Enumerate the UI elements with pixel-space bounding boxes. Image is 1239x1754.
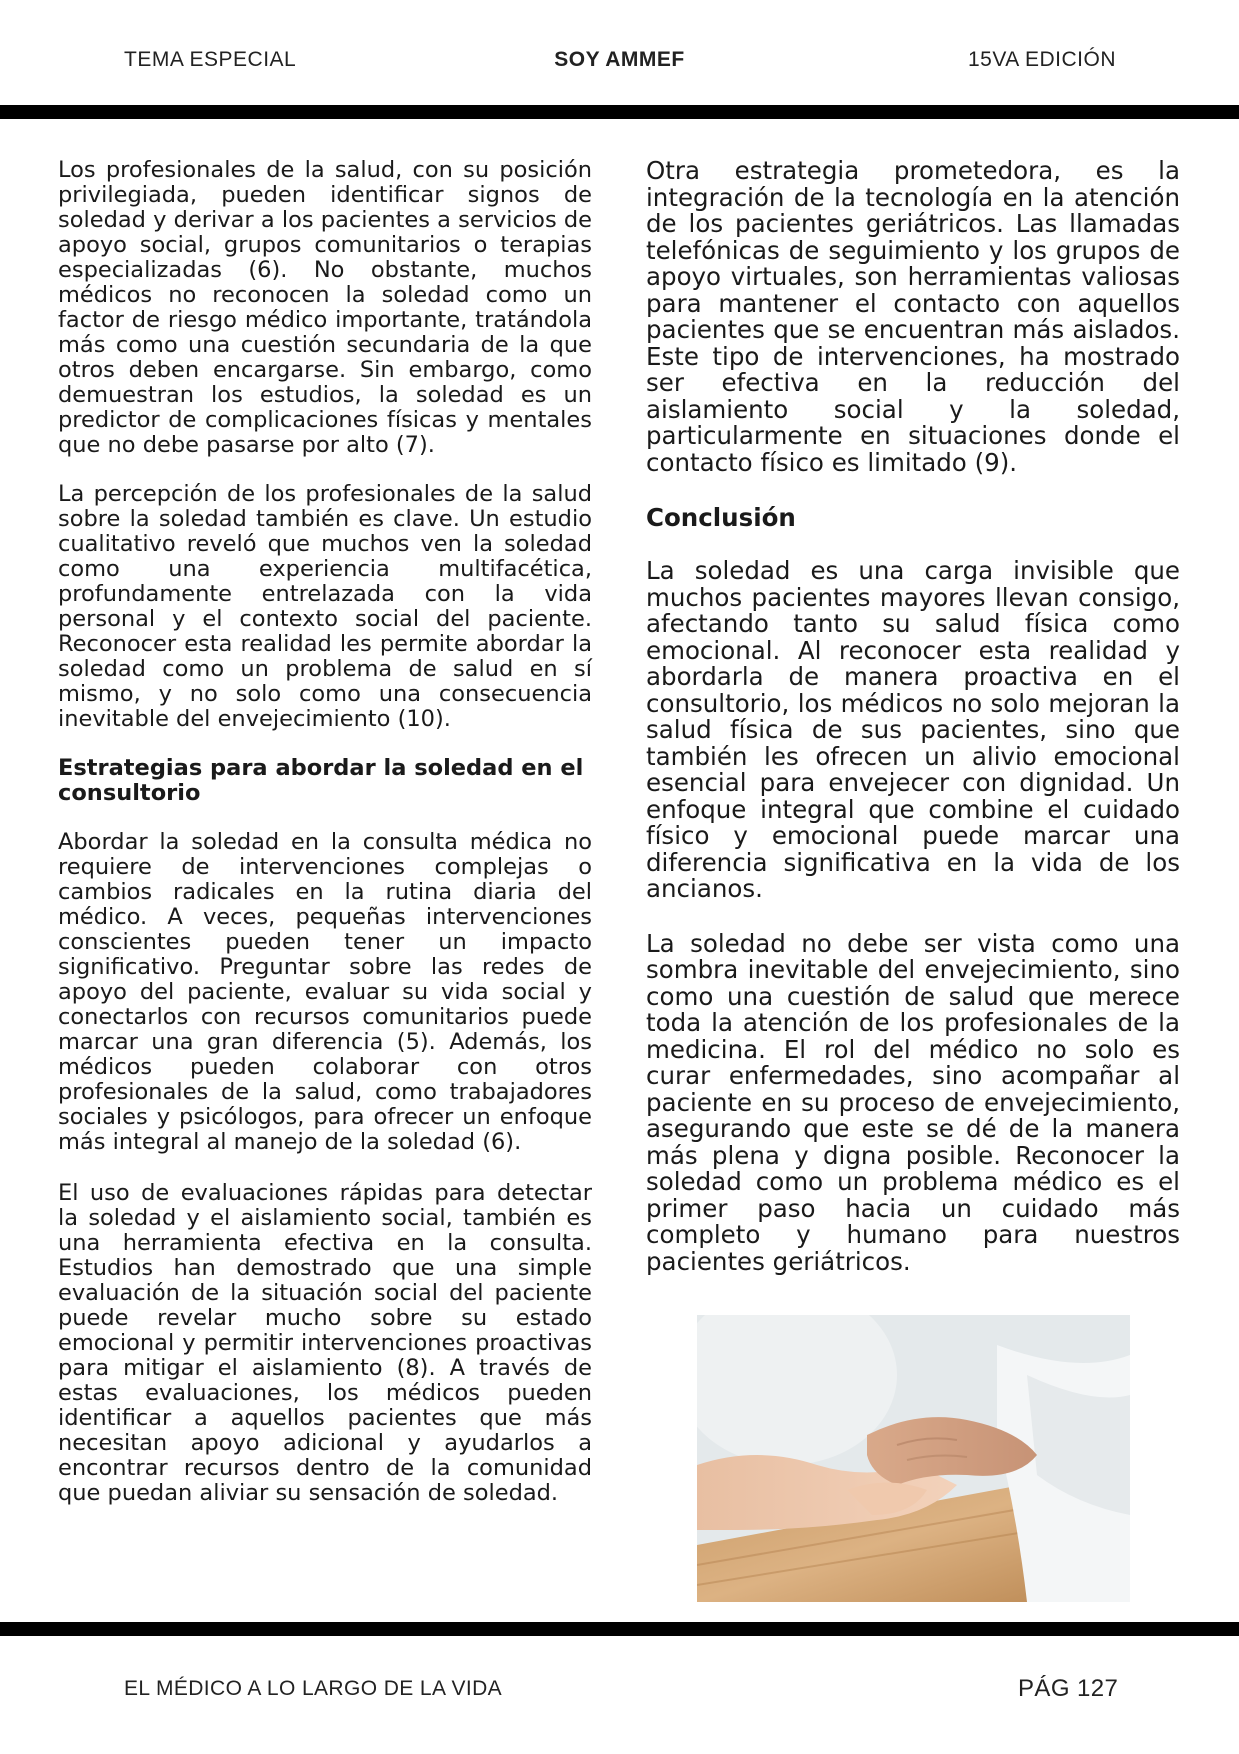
page-header xyxy=(0,0,1239,118)
paragraph: La soledad no debe ser vista como una sombra inevitable del envejecimiento, sino como una cuestión de salud que merece toda la atención de los profesionales de la medicina. El rol del médico no solo es curar enfermedades, sino acompañar al paciente en su proceso de envejecimiento, asegurando que este se dé de la manera más plena y digna posible. Reconocer la soledad como un problema médico es el primer paso hacia un cuidado más completo y humano para nuestros pacientes geriátricos. xyxy=(646,928,1180,1276)
section-heading-strategies: Estrategias para abordar la soledad en el consultorio xyxy=(58,755,584,806)
footer-rule xyxy=(0,1622,1239,1636)
paragraph: Otra estrategia prometedora, es la integración de la tecnología en la atención de los pacientes geriátricos. Las llamadas telefónicas de seguimiento y los grupos de apoyo virtuales, son herramientas valiosas para mantener el contacto con aquellos pacientes que se encuentran más aislados. Este tipo de intervenciones, ha mostrado ser efectiva en la reducción del aislamiento social y la soledad, particularmente en situaciones donde el contacto físico es limitado (9). xyxy=(646,156,1180,477)
header-magazine-title: SOY AMMEF xyxy=(554,48,685,71)
right-column xyxy=(646,158,1180,1303)
holding-hands-illustration xyxy=(697,1315,1130,1602)
header-edition: 15VA EDICIÓN xyxy=(968,48,1116,71)
footer-section-title: EL MÉDICO A LO LARGO DE LA VIDA xyxy=(124,1677,503,1700)
header-rule xyxy=(0,105,1239,119)
section-heading-conclusion: Conclusión xyxy=(646,503,796,532)
holding-hands-photo xyxy=(697,1315,1130,1602)
paragraph: Abordar la soledad en la consulta médica no requiere de intervenciones complejas o cambios radicales en la rutina diaria del médico. A veces, pequeñas intervenciones conscientes pueden tener un impacto significativo. Preguntar sobre las redes de apoyo del paciente, evaluar su vida social y conectarlos con recursos comunitarios puede marcar una gran diferencia (5). Además, los médicos pueden colaborar con otros profesionales de la salud, como trabajadores sociales y psicólogos, para ofrecer un enfoque más integral al manejo de la soledad (6). xyxy=(58,829,592,1155)
page-number: PÁG 127 xyxy=(1018,1675,1119,1702)
header-section-label: TEMA ESPECIAL xyxy=(124,48,297,71)
paragraph: Los profesionales de la salud, con su posición privilegiada, pueden identificar signos de soledad y derivar a los pacientes a servicios de apoyo social, grupos comunitarios o terapias especializadas (6). No obstante, muchos médicos no reconocen la soledad como un factor de riesgo médico importante, tratándola más como una cuestión secundaria de la que otros deben encargarse. Sin embargo, como demuestran los estudios, la soledad es un predictor de complicaciones físicas y mentales que no debe pasarse por alto (7). xyxy=(58,157,592,458)
paragraph: La soledad es una carga invisible que muchos pacientes mayores llevan consigo, afectando tanto su salud física como emocional. Al reconocer esta realidad y abordarla de manera proactiva en el consultorio, los médicos no solo mejoran la salud física de sus pacientes, sino que también les ofrecen un alivio emocional esencial para envejecer con dignidad. Un enfoque integral que combine el cuidado físico y emocional puede marcar una diferencia significativa en la vida de los ancianos. xyxy=(646,556,1180,903)
left-column xyxy=(58,158,592,1530)
paragraph: El uso de evaluaciones rápidas para detectar la soledad y el aislamiento social, también es una herramienta efectiva en la consulta. Estudios han demostrado que una simple evaluación de la situación social del paciente puede revelar mucho sobre su estado emocional y permitir intervenciones proactivas para mitigar el aislamiento (8). A través de estas evaluaciones, los médicos pueden identificar a aquellos pacientes que más necesitan apoyo adicional y ayudarlos a encontrar recursos dentro de la comunidad que puedan aliviar su sensación de soledad. xyxy=(58,1180,592,1506)
paragraph: La percepción de los profesionales de la salud sobre la soledad también es clave. Un estudio cualitativo reveló que muchos ven la soledad como una experiencia multifacética, profundamente entrelazada con la vida personal y el contexto social del paciente. Reconocer esta realidad les permite abordar la soledad como un problema de salud en sí mismo, y no solo como una consecuencia inevitable del envejecimiento (10). xyxy=(58,481,592,732)
